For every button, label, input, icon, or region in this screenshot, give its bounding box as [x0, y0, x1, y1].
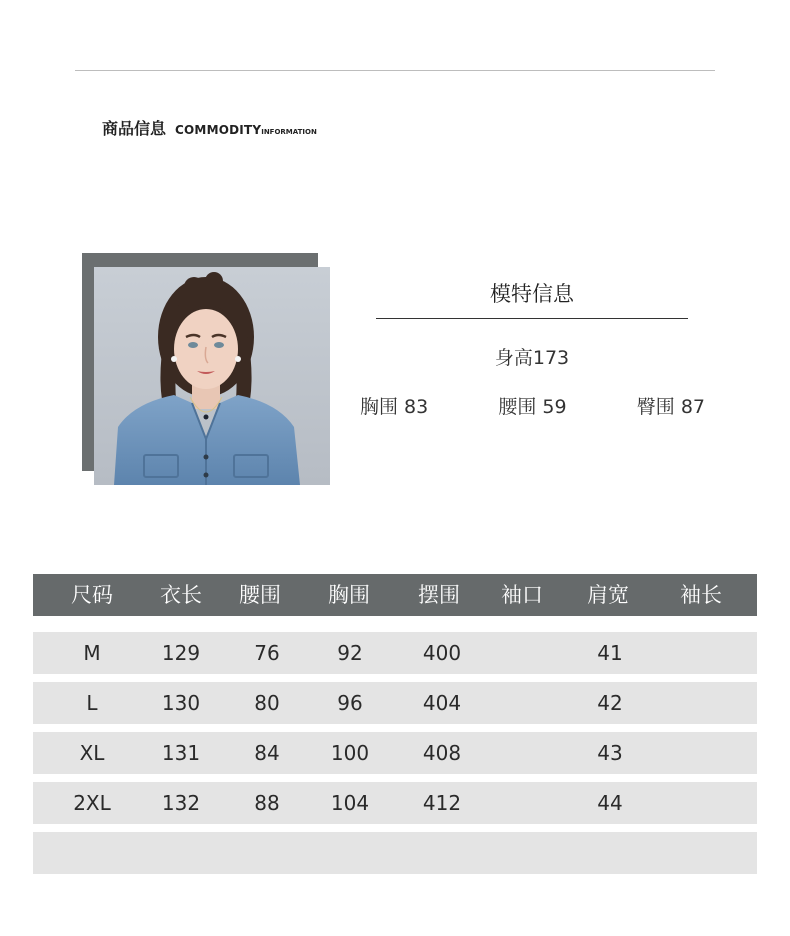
table-row: [33, 632, 757, 674]
cell-chest: 96: [337, 691, 363, 715]
cell-chest: 92: [337, 641, 363, 665]
cell-size: XL: [79, 741, 105, 765]
header-sleeve: 袖长: [680, 583, 722, 607]
cell-waist: 76: [254, 641, 280, 665]
cell-length: 131: [161, 741, 201, 765]
model-bust: 胸围 83: [360, 396, 429, 418]
header-chest: 胸围: [328, 583, 370, 607]
cell-size: 2XL: [73, 791, 111, 815]
cell-shoulder: 42: [597, 691, 623, 715]
cell-shoulder: 41: [597, 641, 623, 665]
table-row: [33, 682, 757, 724]
cell-hem: 404: [422, 691, 462, 715]
table-row: [33, 732, 757, 774]
section-title-en-sub: INFORMATION: [261, 128, 317, 136]
section-title-zh: 商品信息: [102, 119, 167, 138]
cell-size: L: [86, 691, 98, 715]
cell-waist: 80: [254, 691, 280, 715]
header-waist: 腰围: [239, 583, 281, 607]
header-shoulder: 肩宽: [587, 583, 629, 607]
header-length: 衣长: [160, 583, 202, 607]
cell-hem: 408: [422, 741, 462, 765]
cell-waist: 88: [254, 791, 280, 815]
section-heading: [102, 116, 317, 139]
cell-hem: 412: [422, 791, 462, 815]
cell-waist: 84: [254, 741, 280, 765]
header-hem: 摆围: [418, 583, 460, 607]
table-row: [33, 782, 757, 824]
cell-hem: 400: [422, 641, 462, 665]
model-height: 身高173: [494, 347, 570, 369]
table-row-empty: [33, 832, 757, 874]
cell-length: 129: [161, 641, 201, 665]
model-waist: 腰围 59: [498, 396, 567, 418]
cell-length: 132: [161, 791, 201, 815]
model-measures: [360, 392, 705, 419]
cell-chest: 104: [330, 791, 370, 815]
model-photo-illustration: [94, 267, 330, 485]
size-table-header: [33, 574, 757, 616]
header-cuff: 袖口: [501, 583, 543, 607]
cell-length: 130: [161, 691, 201, 715]
size-table: [33, 574, 757, 874]
cell-size: M: [83, 641, 101, 665]
header-size: 尺码: [71, 583, 113, 607]
model-hip: 臀围 87: [636, 396, 705, 418]
section-title-en: COMMODITY: [175, 123, 262, 137]
cell-shoulder: 43: [597, 741, 623, 765]
top-divider: [75, 70, 715, 71]
cell-shoulder: 44: [597, 791, 623, 815]
cell-chest: 100: [330, 741, 370, 765]
model-photo: [94, 267, 330, 485]
model-info-title: 模特信息: [490, 282, 574, 306]
model-info-divider: [376, 318, 688, 319]
